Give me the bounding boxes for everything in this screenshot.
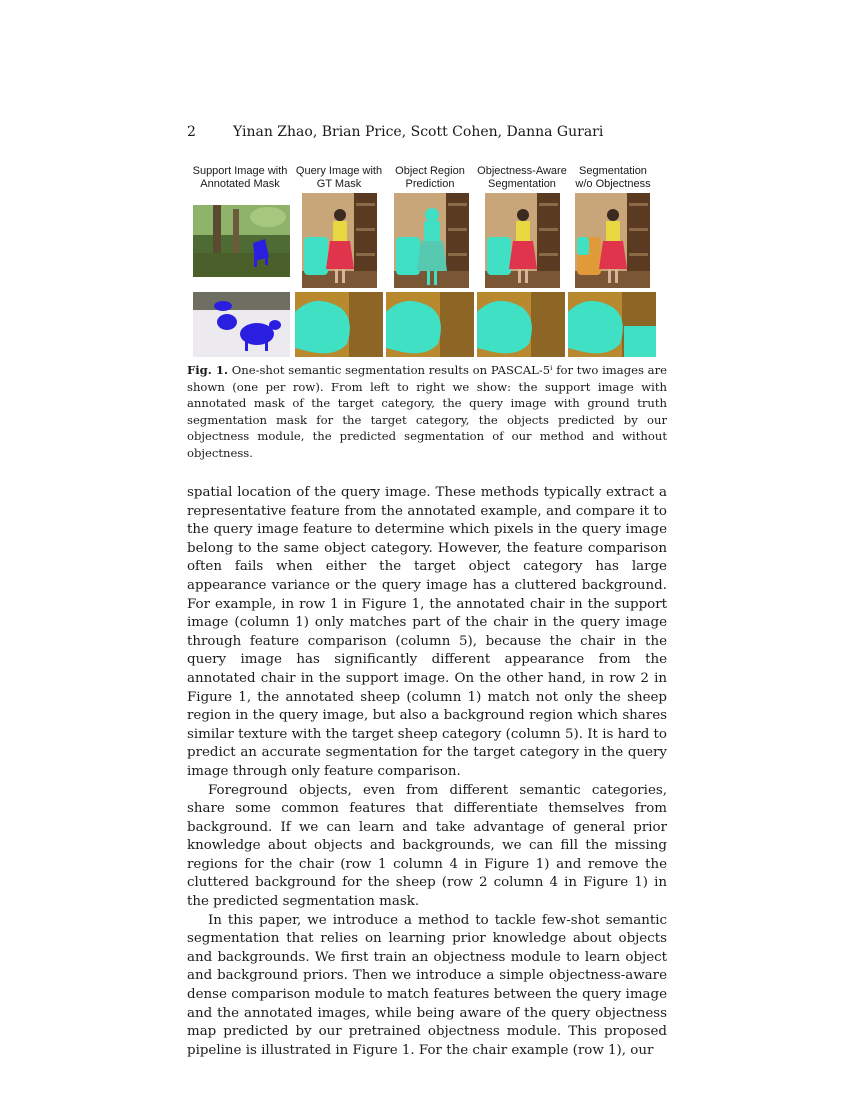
column-header-object-region: Object Region Prediction xyxy=(395,165,465,190)
figure-caption-text: One-shot semantic segmentation results on PASCAL-5ⁱ for two images are shown (one per row). From left to right we show: the support image with annotated mask of the target category, the query image with ground truth segmentation mask for the target category, the objects predicted by our objectness module, the predicted segmentation of our method and without objectness. xyxy=(187,363,667,460)
paragraph-1: spatial location of the query image. These methods typically extract a representative feature from the annotated example, and compare it to the query image feature to determine which pixels in the query image belong to the same object category. However, the feature comparison often fails when either the target object category has large appearance variance or the query image has a cluttered background. For example, in row 1 in Figure 1, the annotated chair in the support image (column 1) only matches part of the chair in the query image through feature comparison (column 5), because the chair in the query image has significantly different appearance from the annotated chair in the support image. On the other hand, in row 2 in Figure 1, the annotated sheep (column 1) match not only the sheep region in the query image, but also a background region which shares similar texture with the target sheep category (column 5). It is hard to predict an accurate segmentation for the target category in the query image through only feature comparison. xyxy=(187,485,667,779)
paragraph-3: In this paper, we introduce a method to tackle few-shot semantic segmentation that relies on learning prior knowledge about objects and backgrounds. We first train an objectness module to learn object and background priors. Then we introduce a simple objectness-aware dense comparison module to match features between the query image and the annotated images, while being aware of the query objectness map predicted by our pretrained objectness module. This proposed pipeline is illustrated in Figure 1. For the chair example (row 1), our xyxy=(187,912,667,1058)
support-image-chair xyxy=(193,205,290,277)
figure-label: Fig. 1. xyxy=(187,363,228,377)
figure-caption xyxy=(187,362,667,461)
paragraph-2: Foreground objects, even from different semantic categories, share some common features that differentiate themselves from background. If we can learn and take advantage of general prior knowledge about objects and backgrounds, we can fill the missing regions for the chair (row 1 column 4 in Figure 1) and remove the cluttered background for the sheep (row 2 column 4 in Figure 1) in the predicted segmentation mask. xyxy=(187,782,667,910)
page-number: 2 xyxy=(187,124,196,140)
column-header-objectness-aware: Objectness-Aware Segmentation xyxy=(477,165,567,190)
query-image-sheep-gt xyxy=(295,292,383,357)
object-region-prediction-chair xyxy=(394,193,469,288)
column-header-query: Query Image with GT Mask xyxy=(295,165,383,190)
objectness-aware-segmentation-chair xyxy=(485,193,560,288)
segmentation-without-objectness-chair xyxy=(575,193,650,288)
column-header-support: Support Image with Annotated Mask xyxy=(192,165,288,190)
column-header-without-objectness: Segmentation w/o Objectness xyxy=(575,165,651,190)
objectness-aware-segmentation-sheep xyxy=(477,292,565,357)
author-list: Yinan Zhao, Brian Price, Scott Cohen, Danna Gurari xyxy=(233,124,604,140)
body-text xyxy=(187,484,667,1060)
query-image-chair-gt xyxy=(302,193,377,288)
object-region-prediction-sheep xyxy=(386,292,474,357)
segmentation-without-objectness-sheep xyxy=(568,292,656,357)
support-image-sheep xyxy=(193,292,290,357)
